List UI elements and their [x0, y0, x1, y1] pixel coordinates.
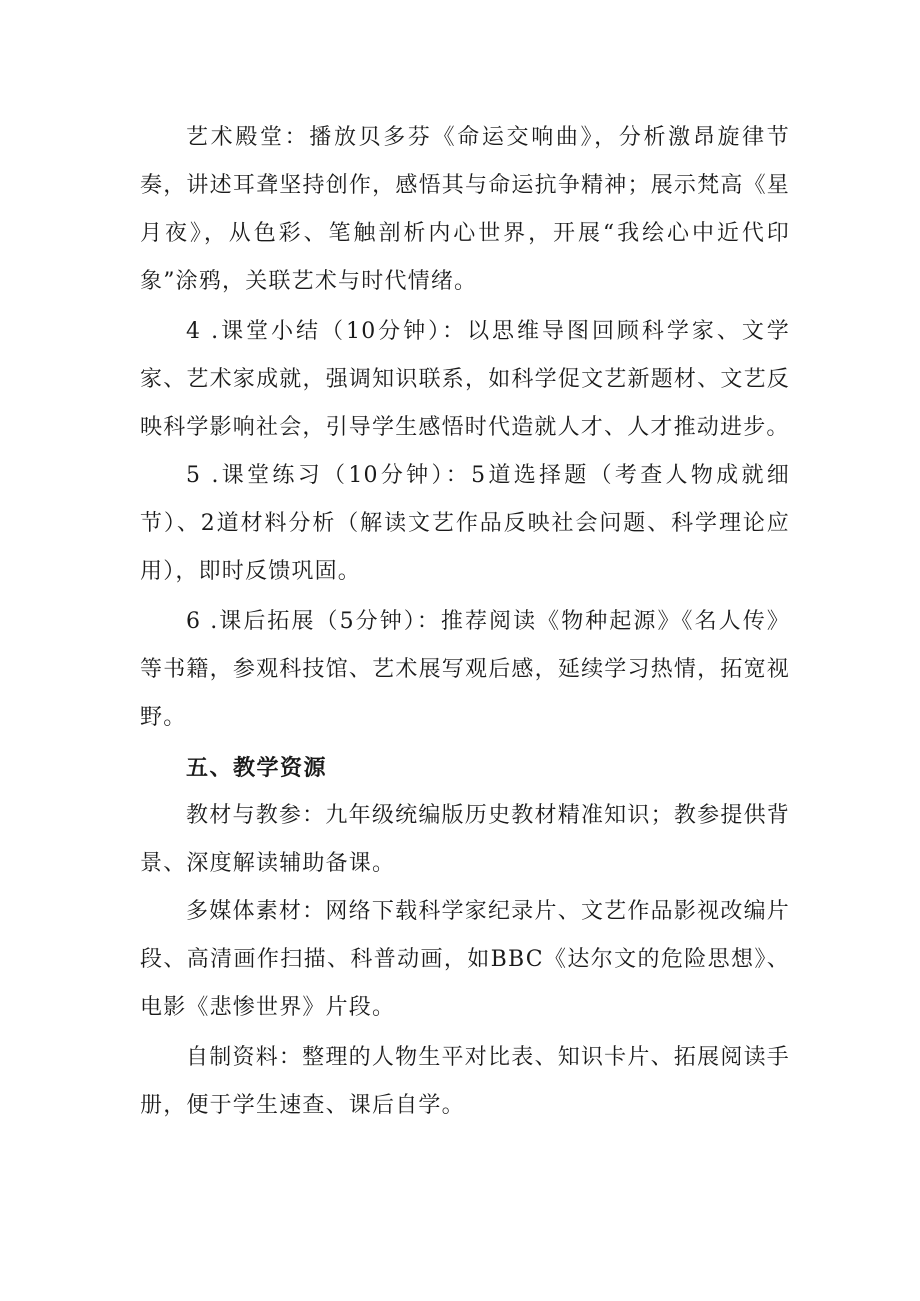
paragraph-self-made-materials: 自制资料：整理的人物生平对比表、知识卡片、拓展阅读手册，便于学生速查、课后自学。	[140, 1045, 790, 1118]
paragraph-class-practice: 5 .课堂练习（10分钟）：5道选择题（考查人物成就细节）、2道材料分析（解读文艺作品反映社会问题、科学理论应用），即时反馈巩固。	[140, 463, 790, 584]
paragraph-multimedia: 多媒体素材：网络下载科学家纪录片、文艺作品影视改编片段、高清画作扫描、科普动画，如BBC《达尔文的危险思想》、电影《悲惨世界》片段。	[140, 899, 790, 1020]
section-heading-teaching-resources: 五、教学资源	[186, 755, 328, 781]
paragraph-class-summary: 4 .课堂小结（10分钟）：以思维导图回顾科学家、文学家、艺术家成就，强调知识联系，如科学促文艺新题材、文艺反映科学影响社会，引导学生感悟时代造就人才、人才推动进步。	[140, 319, 790, 440]
paragraph-textbooks: 教材与教参：九年级统编版历史教材精准知识；教参提供背景、深度解读辅助备课。	[140, 803, 790, 876]
paragraph-after-class-extension: 6 .课后拓展（5分钟）：推荐阅读《物种起源》《名人传》等书籍，参观科技馆、艺术展写观后感，延续学习热情，拓宽视野。	[140, 609, 790, 730]
paragraph-art-hall: 艺术殿堂：播放贝多芬《命运交响曲》，分析激昂旋律节奏，讲述耳聋坚持创作，感悟其与命运抗争精神；展示梵高《星月夜》，从色彩、笔触剖析内心世界，开展“我绘心中近代印象”涂鸦，关联艺术与时代情绪。	[140, 125, 790, 294]
